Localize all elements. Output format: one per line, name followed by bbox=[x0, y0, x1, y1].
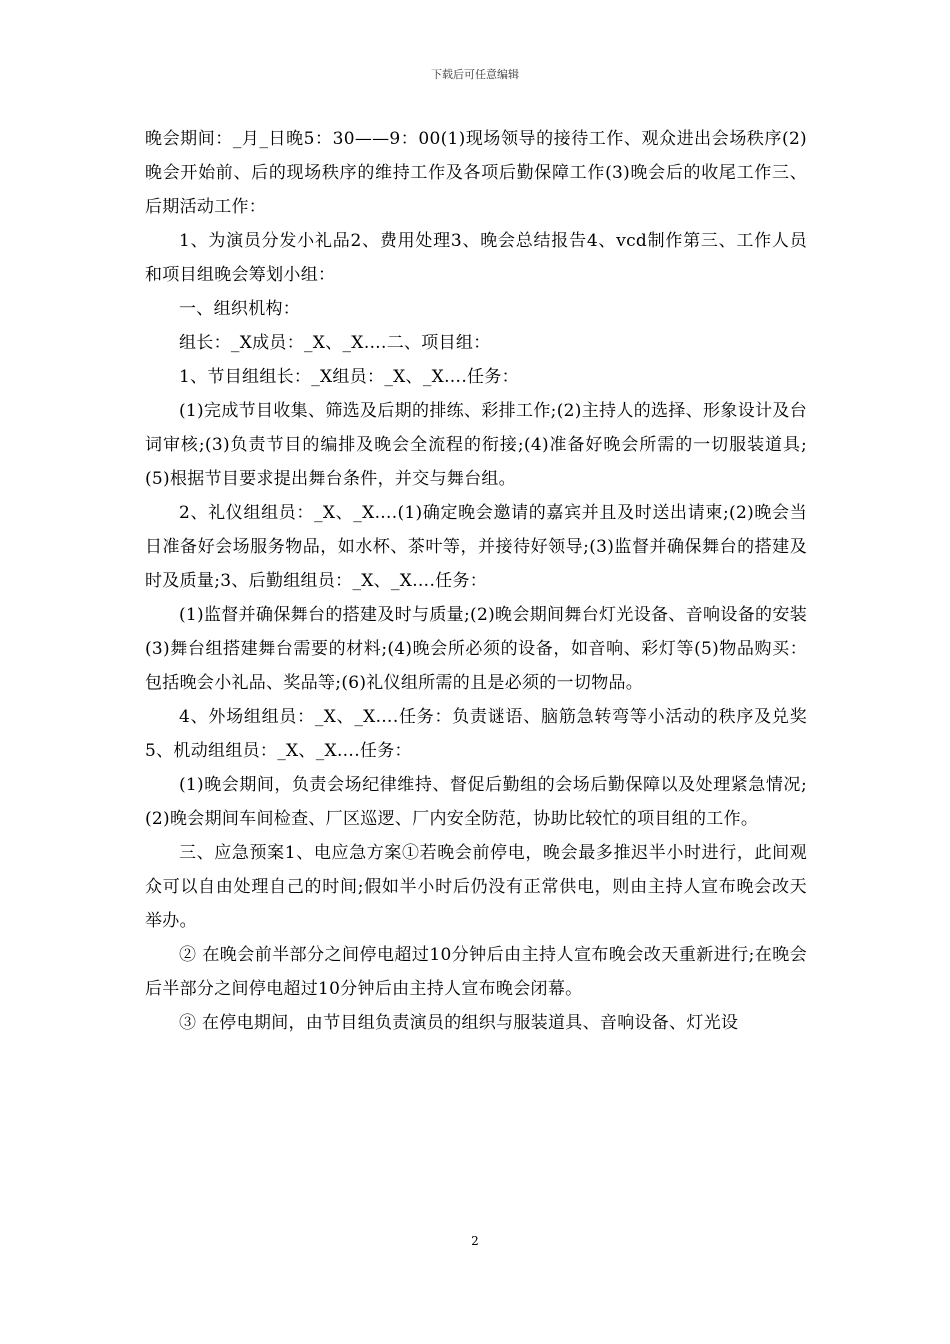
paragraph-7: 2、礼仪组组员：_X、_X….(1)确定晚会邀请的嘉宾并且及时送出请柬;(2)晚会当日准备好会场服务物品，如水杯、茶叶等，并接待好领导;(3)监督并确保舞台的搭建及时及质量;3、后勤组组员：_X、_X….任务： bbox=[145, 503, 807, 591]
paragraph-9: 4、外场组组员：_X、_X….任务：负责谜语、脑筋急转弯等小活动的秩序及兑奖5、机动组组员：_X、_X….任务： bbox=[145, 707, 807, 761]
page-header: 下载后可任意编辑 bbox=[431, 68, 519, 81]
paragraph-5: 1、节目组组长：_X组员：_X、_X….任务： bbox=[179, 367, 519, 387]
paragraph-11: 三、应急预案1、电应急方案①若晚会前停电，晚会最多推迟半小时进行，此间观众可以自由处理自己的时间;假如半小时后仍没有正常供电，则由主持人宣布晚会改天举办。 bbox=[145, 843, 807, 931]
paragraph-6: (1)完成节目收集、筛选及后期的排练、彩排工作;(2)主持人的选择、形象设计及台词审核;(3)负责节目的编排及晚会全流程的衔接;(4)准备好晚会所需的一切服装道具;(5)根据节目要求提出舞台条件，并交与舞台组。 bbox=[145, 401, 807, 489]
paragraph-3: 一、组织机构： bbox=[179, 299, 301, 319]
page-number: 2 bbox=[471, 1234, 479, 1248]
paragraph-12: ② 在晚会前半部分之间停电超过10分钟后由主持人宣布晚会改天重新进行;在晚会后半部分之间停电超过10分钟后由主持人宣布晚会闭幕。 bbox=[145, 945, 807, 999]
paragraph-8: (1)监督并确保舞台的搭建及时与质量;(2)晚会期间舞台灯光设备、音响设备的安装(3)舞台组搭建舞台需要的材料;(4)晚会所必须的设备，如音响、彩灯等(5)物品购买：包括晚会小礼品、奖品等;(6)礼仪组所需的且是必须的一切物品。 bbox=[145, 605, 807, 693]
paragraph-4: 组长：_X成员：_X、_X….二、项目组： bbox=[179, 333, 491, 353]
paragraph-1: 晚会期间：_月_日晚5：30——9：00(1)现场领导的接待工作、观众进出会场秩序(2)晚会开始前、后的现场秩序的维持工作及各项后勤保障工作(3)晚会后的收尾工作三、后期活动工作： bbox=[145, 129, 807, 217]
paragraph-13: ③ 在停电期间，由节目组负责演员的组织与服装道具、音响设备、灯光设 bbox=[179, 1013, 739, 1033]
document-body bbox=[145, 122, 807, 1040]
paragraph-2: 1、为演员分发小礼品2、费用处理3、晚会总结报告4、vcd制作第三、工作人员和项目组晚会筹划小组： bbox=[145, 231, 807, 285]
paragraph-10: (1)晚会期间，负责会场纪律维持、督促后勤组的会场后勤保障以及处理紧急情况;(2)晚会期间车间检查、厂区巡逻、厂内安全防范，协助比较忙的项目组的工作。 bbox=[145, 775, 807, 829]
